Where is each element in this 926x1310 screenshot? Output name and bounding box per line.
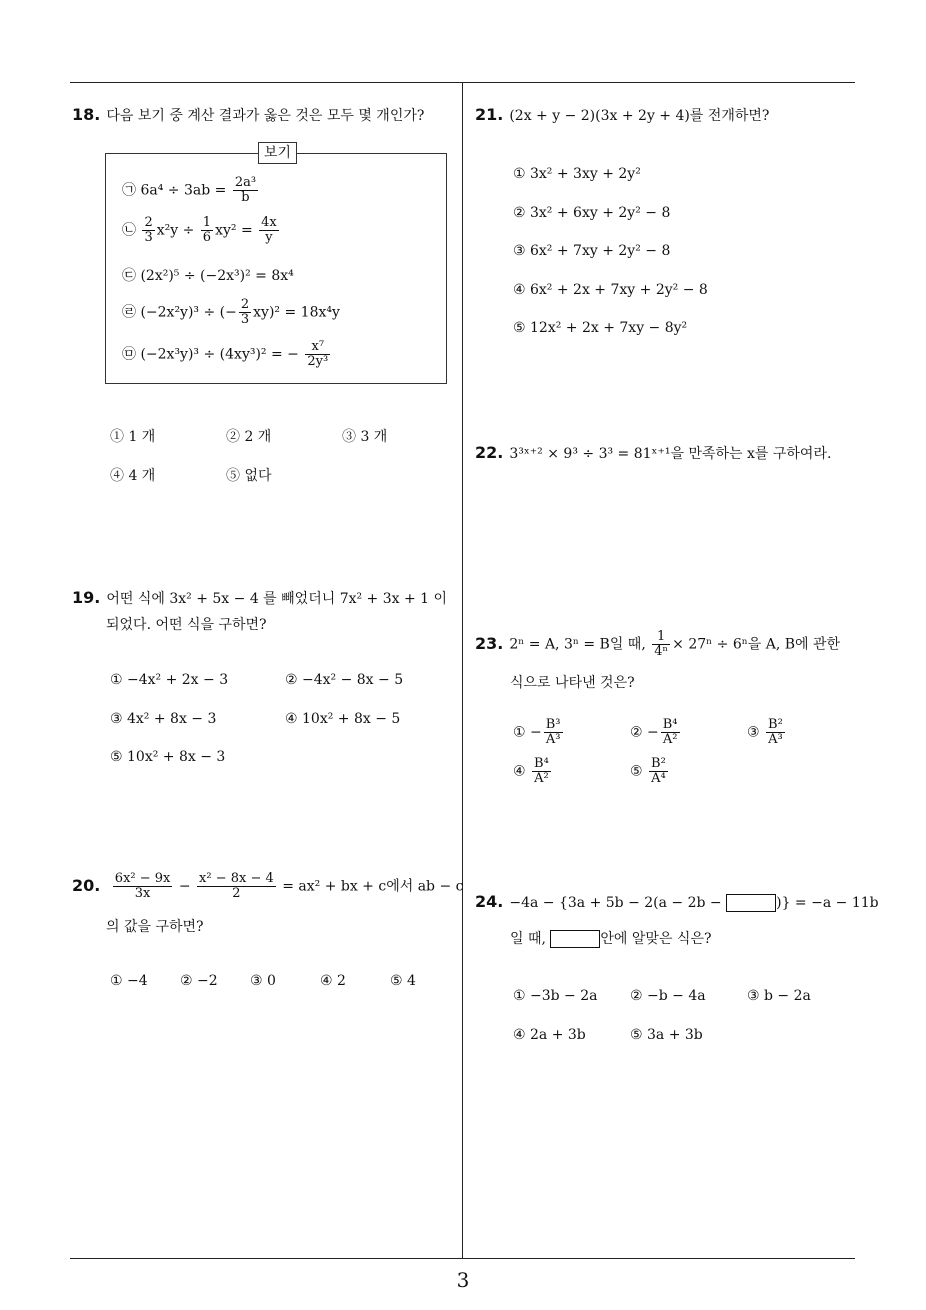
q18-prompt: 18. 다음 보기 중 계산 결과가 옳은 것은 모두 몇 개인가? (72, 105, 425, 124)
q19-option-2[interactable]: ② −4x² − 8x − 5 (285, 672, 404, 688)
q24-option-3[interactable]: ③ b − 2a (747, 988, 811, 1004)
q18-option-4[interactable]: ④ 4 개 (110, 468, 156, 484)
q21-option-4[interactable]: ④ 6x² + 2x + 7xy + 2y² − 8 (513, 282, 708, 298)
q18-option-1[interactable]: ① 1 개 (110, 429, 156, 445)
q21-option-5[interactable]: ⑤ 12x² + 2x + 7xy − 8y² (513, 320, 688, 336)
q20-option-1[interactable]: ① −4 (110, 973, 148, 989)
q24-option-1[interactable]: ① −3b − 2a (513, 988, 598, 1004)
q18-option-5[interactable]: ⑤ 없다 (226, 468, 272, 484)
q18-item-c: ㉢ (2x²)⁵ ÷ (−2x³)² = 8x⁴ (122, 268, 294, 284)
q24-option-5[interactable]: ⑤ 3a + 3b (630, 1027, 703, 1043)
q18-item-d: ㉣ (−2x²y)³ ÷ (− $\frac{2}{3}$ xy)² = 18x⁴y (122, 297, 340, 327)
q20-option-3[interactable]: ③ 0 (250, 973, 276, 989)
q18-option-2[interactable]: ② 2 개 (226, 429, 272, 445)
q23-option-5[interactable]: ⑤ $\frac{\text{B²}}{\text{A⁴}}$ (630, 756, 666, 786)
q19-prompt-line2: 되었다. 어떤 식을 구하면? (106, 617, 267, 633)
q24-prompt: 24. −4a − {3a + 5b − 2(a − 2b − )} = −a − 11b (475, 892, 879, 911)
q18-item-b: ㉡ $\frac{2}{3}$ x²y ÷ $\frac{1}{6}$ xy² = $\frac{4x}{y}$ (122, 215, 277, 245)
q20-prompt: 20. $\frac{\text{6x² − 9x}}{3x}$ − $\frac{\text{x² − 8x − 4}}{2}$ = ax² + bx + c에서 ab − c (72, 871, 464, 901)
q24-option-2[interactable]: ② −b − 4a (630, 988, 706, 1004)
q24-prompt-line2: 일 때, 안에 알맞은 식은? (510, 931, 712, 947)
q20-prompt-line2: 의 값을 구하면? (106, 919, 204, 935)
column-divider (462, 82, 463, 1258)
q23-prompt: 23. 2ⁿ = A, 3ⁿ = B일 때, $\frac{1}{\text{4ⁿ}}$ × 27ⁿ ÷ 6ⁿ을 A, B에 관한 (475, 629, 841, 659)
bottom-rule (70, 1258, 855, 1259)
q23-option-2[interactable]: ② − $\frac{\text{B⁴}}{\text{A²}}$ (630, 717, 678, 747)
q19-option-1[interactable]: ① −4x² + 2x − 3 (110, 672, 229, 688)
q18-item-a: ㉠ 6a⁴ ÷ 3ab = $\frac{\text{2a³}}{b}$ (122, 175, 257, 205)
q20-option-5[interactable]: ⑤ 4 (390, 973, 416, 989)
q23-prompt-line2: 식으로 나타낸 것은? (510, 675, 635, 691)
q23-option-3[interactable]: ③ $\frac{\text{B²}}{\text{A³}}$ (747, 717, 783, 747)
q23-option-1[interactable]: ① − $\frac{\text{B³}}{\text{A³}}$ (513, 717, 561, 747)
q20-option-2[interactable]: ② −2 (180, 973, 218, 989)
q19-option-4[interactable]: ④ 10x² + 8x − 5 (285, 711, 401, 727)
q24-blank-box (726, 894, 776, 912)
q23-option-4[interactable]: ④ $\frac{\text{B⁴}}{\text{A²}}$ (513, 756, 549, 786)
q21-option-3[interactable]: ③ 6x² + 7xy + 2y² − 8 (513, 243, 671, 259)
q22-prompt: 22. 3³ˣ⁺² × 9³ ÷ 3³ = 81ˣ⁺¹을 만족하는 x를 구하여라. (475, 443, 832, 462)
q20-option-4[interactable]: ④ 2 (320, 973, 346, 989)
q21-prompt: 21. (2x + y − 2)(3x + 2y + 4)를 전개하면? (475, 105, 770, 124)
q21-option-1[interactable]: ① 3x² + 3xy + 2y² (513, 166, 641, 182)
q24-blank-box-ref (550, 930, 600, 948)
q19-option-5[interactable]: ⑤ 10x² + 8x − 3 (110, 749, 226, 765)
q19-option-3[interactable]: ③ 4x² + 8x − 3 (110, 711, 217, 727)
q18-bogi-label: 보기 (258, 142, 297, 164)
q18-option-3[interactable]: ③ 3 개 (342, 429, 388, 445)
q18-item-e: ㉤ (−2x³y)³ ÷ (4xy³)² = − $\frac{\text{x⁷}}{\text{2y³}}$ (122, 339, 329, 369)
page-number: 3 (456, 1268, 470, 1292)
q19-prompt: 19. 어떤 식에 3x² + 5x − 4 를 빼었더니 7x² + 3x + 1 이 (72, 588, 448, 607)
q21-option-2[interactable]: ② 3x² + 6xy + 2y² − 8 (513, 205, 671, 221)
q24-option-4[interactable]: ④ 2a + 3b (513, 1027, 586, 1043)
